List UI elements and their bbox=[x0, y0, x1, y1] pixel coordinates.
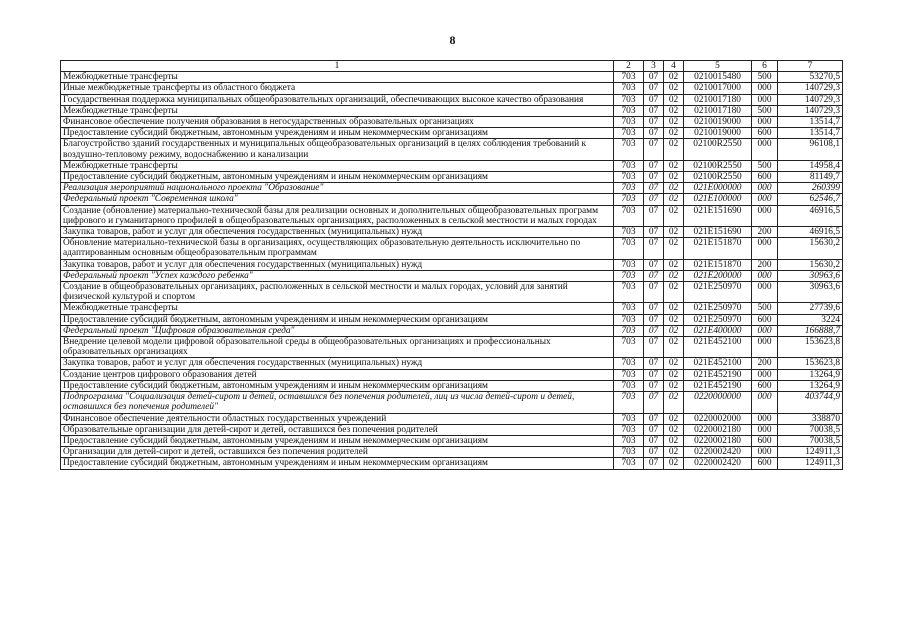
row-amount-cell: 140729,3 bbox=[778, 94, 843, 105]
row-name-cell: Предоставление субсидий бюджетным, автономным учреждениям и иным некоммерческим организациям bbox=[61, 458, 614, 469]
table-row bbox=[61, 160, 843, 171]
row-subsection-cell: 02 bbox=[664, 117, 684, 128]
row-target-article-cell: 02100R2550 bbox=[684, 139, 752, 160]
row-expense-type-cell: 600 bbox=[752, 380, 778, 391]
row-target-article-cell: 0220002420 bbox=[684, 447, 752, 458]
table-row bbox=[61, 447, 843, 458]
row-target-article-cell: 0210019000 bbox=[684, 117, 752, 128]
row-section-cell: 07 bbox=[644, 238, 664, 259]
row-target-article-cell: 0210019000 bbox=[684, 128, 752, 139]
row-name-cell: Государственная поддержка муниципальных общеобразовательных организаций, обеспечивающих высокое качество образования bbox=[61, 94, 614, 105]
row-section-cell: 07 bbox=[644, 227, 664, 238]
row-target-article-cell: 021E452190 bbox=[684, 380, 752, 391]
row-target-article-cell: 02100R2550 bbox=[684, 160, 752, 171]
row-expense-type-cell: 000 bbox=[752, 282, 778, 303]
row-name-cell: Подпрограмма "Социализация детей-сирот и детей, оставшихся без попечения родителей, лиц из числа детей-сирот и детей, оставшихся без попечения родителей" bbox=[61, 392, 614, 413]
row-name-cell: Благоустройство зданий государственных и муниципальных общеобразовательных организаций в целях соблюдения требований к воздушно-тепловому режиму, водоснабжению и канализации bbox=[61, 139, 614, 160]
row-target-article-cell: 0220002420 bbox=[684, 458, 752, 469]
row-expense-type-cell: 500 bbox=[752, 105, 778, 116]
row-code-cell: 703 bbox=[614, 282, 644, 303]
row-name-cell: Межбюджетные трансферты bbox=[61, 303, 614, 314]
column-header: 6 bbox=[752, 61, 778, 72]
table-row bbox=[61, 369, 843, 380]
table-row bbox=[61, 392, 843, 413]
column-header: 7 bbox=[778, 61, 843, 72]
row-code-cell: 703 bbox=[614, 194, 644, 205]
row-section-cell: 07 bbox=[644, 314, 664, 325]
table-row bbox=[61, 83, 843, 94]
row-section-cell: 07 bbox=[644, 270, 664, 281]
row-section-cell: 07 bbox=[644, 183, 664, 194]
row-amount-cell: 70038,5 bbox=[778, 424, 843, 435]
row-subsection-cell: 02 bbox=[664, 413, 684, 424]
table-row bbox=[61, 238, 843, 259]
row-subsection-cell: 02 bbox=[664, 392, 684, 413]
row-code-cell: 703 bbox=[614, 358, 644, 369]
row-expense-type-cell: 000 bbox=[752, 194, 778, 205]
row-expense-type-cell: 000 bbox=[752, 94, 778, 105]
row-section-cell: 07 bbox=[644, 380, 664, 391]
row-section-cell: 07 bbox=[644, 413, 664, 424]
row-subsection-cell: 02 bbox=[664, 447, 684, 458]
table-row bbox=[61, 227, 843, 238]
row-section-cell: 07 bbox=[644, 447, 664, 458]
row-code-cell: 703 bbox=[614, 72, 644, 83]
table-row bbox=[61, 183, 843, 194]
row-amount-cell: 124911,3 bbox=[778, 447, 843, 458]
row-code-cell: 703 bbox=[614, 369, 644, 380]
row-section-cell: 07 bbox=[644, 105, 664, 116]
row-expense-type-cell: 000 bbox=[752, 447, 778, 458]
table-row bbox=[61, 458, 843, 469]
table-row bbox=[61, 259, 843, 270]
row-amount-cell: 13514,7 bbox=[778, 128, 843, 139]
row-amount-cell: 140729,3 bbox=[778, 83, 843, 94]
row-name-cell: Закупка товаров, работ и услуг для обеспечения государственных (муниципальных) нужд bbox=[61, 259, 614, 270]
row-subsection-cell: 02 bbox=[664, 314, 684, 325]
row-target-article-cell: 021E452190 bbox=[684, 369, 752, 380]
row-name-cell: Реализация мероприятий национального проекта "Образование" bbox=[61, 183, 614, 194]
row-expense-type-cell: 600 bbox=[752, 172, 778, 183]
row-expense-type-cell: 600 bbox=[752, 458, 778, 469]
column-header: 2 bbox=[614, 61, 644, 72]
row-section-cell: 07 bbox=[644, 259, 664, 270]
row-code-cell: 703 bbox=[614, 259, 644, 270]
row-target-article-cell: 0220002180 bbox=[684, 424, 752, 435]
row-amount-cell: 96108,1 bbox=[778, 139, 843, 160]
row-name-cell: Федеральный проект "Успех каждого ребенка" bbox=[61, 270, 614, 281]
row-name-cell: Финансовое обеспечение получения образования в негосударственных образовательных организациях bbox=[61, 117, 614, 128]
table-row bbox=[61, 128, 843, 139]
row-subsection-cell: 02 bbox=[664, 94, 684, 105]
budget-table bbox=[60, 60, 843, 470]
row-section-cell: 07 bbox=[644, 325, 664, 336]
table-row bbox=[61, 105, 843, 116]
row-code-cell: 703 bbox=[614, 435, 644, 446]
row-subsection-cell: 02 bbox=[664, 105, 684, 116]
row-name-cell: Межбюджетные трансферты bbox=[61, 160, 614, 171]
row-subsection-cell: 02 bbox=[664, 238, 684, 259]
column-header: 3 bbox=[644, 61, 664, 72]
column-header: 5 bbox=[684, 61, 752, 72]
row-target-article-cell: 021E452100 bbox=[684, 337, 752, 358]
row-name-cell: Предоставление субсидий бюджетным, автономным учреждениям и иным некоммерческим организациям bbox=[61, 435, 614, 446]
row-amount-cell: 14958,4 bbox=[778, 160, 843, 171]
row-name-cell: Предоставление субсидий бюджетным, автономным учреждениям и иным некоммерческим организациям bbox=[61, 314, 614, 325]
row-subsection-cell: 02 bbox=[664, 160, 684, 171]
row-subsection-cell: 02 bbox=[664, 205, 684, 226]
row-target-article-cell: 0220000000 bbox=[684, 392, 752, 413]
row-subsection-cell: 02 bbox=[664, 424, 684, 435]
row-target-article-cell: 021E400000 bbox=[684, 325, 752, 336]
row-code-cell: 703 bbox=[614, 139, 644, 160]
row-section-cell: 07 bbox=[644, 205, 664, 226]
row-target-article-cell: 0220002180 bbox=[684, 435, 752, 446]
row-code-cell: 703 bbox=[614, 238, 644, 259]
row-code-cell: 703 bbox=[614, 314, 644, 325]
row-subsection-cell: 02 bbox=[664, 270, 684, 281]
row-name-cell: Создание в общеобразовательных организациях, расположенных в сельской местности и малых городах, условий для занятий физической культурой и спортом bbox=[61, 282, 614, 303]
row-amount-cell: 124911,3 bbox=[778, 458, 843, 469]
row-code-cell: 703 bbox=[614, 413, 644, 424]
row-code-cell: 703 bbox=[614, 94, 644, 105]
row-amount-cell: 3224 bbox=[778, 314, 843, 325]
row-code-cell: 703 bbox=[614, 270, 644, 281]
table-row bbox=[61, 424, 843, 435]
row-section-cell: 07 bbox=[644, 282, 664, 303]
table-row bbox=[61, 205, 843, 226]
row-amount-cell: 30963,6 bbox=[778, 282, 843, 303]
row-amount-cell: 15630,2 bbox=[778, 238, 843, 259]
row-section-cell: 07 bbox=[644, 303, 664, 314]
row-amount-cell: 81149,7 bbox=[778, 172, 843, 183]
row-target-article-cell: 0210017180 bbox=[684, 94, 752, 105]
row-name-cell: Образовательные организации для детей-сирот и детей, оставшихся без попечения родителей bbox=[61, 424, 614, 435]
row-code-cell: 703 bbox=[614, 392, 644, 413]
table-row bbox=[61, 380, 843, 391]
row-subsection-cell: 02 bbox=[664, 325, 684, 336]
row-expense-type-cell: 500 bbox=[752, 160, 778, 171]
row-name-cell: Межбюджетные трансферты bbox=[61, 105, 614, 116]
row-amount-cell: 46916,5 bbox=[778, 227, 843, 238]
row-code-cell: 703 bbox=[614, 83, 644, 94]
row-code-cell: 703 bbox=[614, 205, 644, 226]
table-row bbox=[61, 314, 843, 325]
page-number: 8 bbox=[449, 33, 456, 47]
row-expense-type-cell: 200 bbox=[752, 227, 778, 238]
table-row bbox=[61, 303, 843, 314]
row-name-cell: Иные межбюджетные трансферты из областного бюджета bbox=[61, 83, 614, 94]
row-name-cell: Создание центров цифрового образования детей bbox=[61, 369, 614, 380]
row-target-article-cell: 021E151690 bbox=[684, 227, 752, 238]
column-header: 4 bbox=[664, 61, 684, 72]
table-row bbox=[61, 435, 843, 446]
row-expense-type-cell: 000 bbox=[752, 183, 778, 194]
row-target-article-cell: 021E200000 bbox=[684, 270, 752, 281]
row-name-cell: Федеральный проект "Цифровая образовательная среда" bbox=[61, 325, 614, 336]
row-section-cell: 07 bbox=[644, 392, 664, 413]
row-amount-cell: 13514,7 bbox=[778, 117, 843, 128]
row-name-cell: Создание (обновление) материально-технической базы для реализации основных и дополнительных общеобразовательных программ цифрового и гуманитарного профилей в общеобразовательных организациях, расположенных в сельской местности и малых городах bbox=[61, 205, 614, 226]
row-subsection-cell: 02 bbox=[664, 183, 684, 194]
row-subsection-cell: 02 bbox=[664, 72, 684, 83]
row-code-cell: 703 bbox=[614, 337, 644, 358]
row-name-cell: Закупка товаров, работ и услуг для обеспечения государственных (муниципальных) нужд bbox=[61, 227, 614, 238]
row-subsection-cell: 02 bbox=[664, 303, 684, 314]
table-row bbox=[61, 139, 843, 160]
row-code-cell: 703 bbox=[614, 172, 644, 183]
row-code-cell: 703 bbox=[614, 117, 644, 128]
table-row bbox=[61, 194, 843, 205]
row-subsection-cell: 02 bbox=[664, 139, 684, 160]
row-subsection-cell: 02 bbox=[664, 128, 684, 139]
row-code-cell: 703 bbox=[614, 105, 644, 116]
row-amount-cell: 260399 bbox=[778, 183, 843, 194]
table-row bbox=[61, 337, 843, 358]
row-name-cell: Обновление материально-технической базы в организациях, осуществляющих образовательную деятельность исключительно по адаптированным основным общеобразовательным программам bbox=[61, 238, 614, 259]
row-subsection-cell: 02 bbox=[664, 172, 684, 183]
row-amount-cell: 46916,5 bbox=[778, 205, 843, 226]
row-code-cell: 703 bbox=[614, 447, 644, 458]
table-row bbox=[61, 282, 843, 303]
row-subsection-cell: 02 bbox=[664, 282, 684, 303]
row-code-cell: 703 bbox=[614, 227, 644, 238]
row-target-article-cell: 021E100000 bbox=[684, 194, 752, 205]
table-row bbox=[61, 413, 843, 424]
row-section-cell: 07 bbox=[644, 72, 664, 83]
row-amount-cell: 153623,8 bbox=[778, 358, 843, 369]
row-subsection-cell: 02 bbox=[664, 358, 684, 369]
row-section-cell: 07 bbox=[644, 435, 664, 446]
row-expense-type-cell: 500 bbox=[752, 303, 778, 314]
row-section-cell: 07 bbox=[644, 369, 664, 380]
table-header-row bbox=[61, 61, 843, 72]
row-amount-cell: 153623,8 bbox=[778, 337, 843, 358]
table-row bbox=[61, 270, 843, 281]
row-amount-cell: 27739,6 bbox=[778, 303, 843, 314]
row-section-cell: 07 bbox=[644, 172, 664, 183]
row-expense-type-cell: 000 bbox=[752, 337, 778, 358]
row-amount-cell: 30963,6 bbox=[778, 270, 843, 281]
row-target-article-cell: 021E151690 bbox=[684, 205, 752, 226]
row-expense-type-cell: 200 bbox=[752, 358, 778, 369]
row-section-cell: 07 bbox=[644, 139, 664, 160]
row-amount-cell: 13264,9 bbox=[778, 380, 843, 391]
row-code-cell: 703 bbox=[614, 128, 644, 139]
row-expense-type-cell: 000 bbox=[752, 238, 778, 259]
row-amount-cell: 53270,5 bbox=[778, 72, 843, 83]
row-amount-cell: 62546,7 bbox=[778, 194, 843, 205]
row-section-cell: 07 bbox=[644, 160, 664, 171]
row-subsection-cell: 02 bbox=[664, 435, 684, 446]
row-amount-cell: 140729,3 bbox=[778, 105, 843, 116]
row-expense-type-cell: 600 bbox=[752, 435, 778, 446]
row-section-cell: 07 bbox=[644, 424, 664, 435]
row-subsection-cell: 02 bbox=[664, 380, 684, 391]
row-section-cell: 07 bbox=[644, 94, 664, 105]
row-subsection-cell: 02 bbox=[664, 194, 684, 205]
row-code-cell: 703 bbox=[614, 458, 644, 469]
table-row bbox=[61, 358, 843, 369]
row-expense-type-cell: 000 bbox=[752, 139, 778, 160]
row-name-cell: Закупка товаров, работ и услуг для обеспечения государственных (муниципальных) нужд bbox=[61, 358, 614, 369]
row-name-cell: Предоставление субсидий бюджетным, автономным учреждениям и иным некоммерческим организациям bbox=[61, 172, 614, 183]
row-subsection-cell: 02 bbox=[664, 369, 684, 380]
row-target-article-cell: 021E151870 bbox=[684, 238, 752, 259]
row-section-cell: 07 bbox=[644, 337, 664, 358]
row-expense-type-cell: 000 bbox=[752, 270, 778, 281]
row-section-cell: 07 bbox=[644, 358, 664, 369]
row-amount-cell: 15630,2 bbox=[778, 259, 843, 270]
row-amount-cell: 166888,7 bbox=[778, 325, 843, 336]
row-section-cell: 07 bbox=[644, 117, 664, 128]
row-expense-type-cell: 600 bbox=[752, 314, 778, 325]
row-expense-type-cell: 000 bbox=[752, 369, 778, 380]
row-name-cell: Федеральный проект "Современная школа" bbox=[61, 194, 614, 205]
row-expense-type-cell: 000 bbox=[752, 392, 778, 413]
row-code-cell: 703 bbox=[614, 325, 644, 336]
row-section-cell: 07 bbox=[644, 128, 664, 139]
row-section-cell: 07 bbox=[644, 194, 664, 205]
row-expense-type-cell: 200 bbox=[752, 259, 778, 270]
row-code-cell: 703 bbox=[614, 183, 644, 194]
row-amount-cell: 13264,9 bbox=[778, 369, 843, 380]
row-subsection-cell: 02 bbox=[664, 259, 684, 270]
row-expense-type-cell: 000 bbox=[752, 83, 778, 94]
row-subsection-cell: 02 bbox=[664, 83, 684, 94]
row-target-article-cell: 0210017000 bbox=[684, 83, 752, 94]
row-code-cell: 703 bbox=[614, 160, 644, 171]
row-expense-type-cell: 000 bbox=[752, 325, 778, 336]
row-target-article-cell: 0210017180 bbox=[684, 105, 752, 116]
table-row bbox=[61, 117, 843, 128]
table-row bbox=[61, 94, 843, 105]
row-amount-cell: 70038,5 bbox=[778, 435, 843, 446]
row-name-cell: Организации для детей-сирот и детей, оставшихся без попечения родителей bbox=[61, 447, 614, 458]
row-name-cell: Предоставление субсидий бюджетным, автономным учреждениям и иным некоммерческим организациям bbox=[61, 380, 614, 391]
row-subsection-cell: 02 bbox=[664, 227, 684, 238]
row-target-article-cell: 021E452100 bbox=[684, 358, 752, 369]
row-expense-type-cell: 000 bbox=[752, 413, 778, 424]
table-row bbox=[61, 72, 843, 83]
row-code-cell: 703 bbox=[614, 380, 644, 391]
row-expense-type-cell: 600 bbox=[752, 128, 778, 139]
row-subsection-cell: 02 bbox=[664, 458, 684, 469]
row-expense-type-cell: 500 bbox=[752, 72, 778, 83]
row-target-article-cell: 0210015480 bbox=[684, 72, 752, 83]
row-name-cell: Финансовое обеспечение деятельности областных государственных учреждений bbox=[61, 413, 614, 424]
row-name-cell: Предоставление субсидий бюджетным, автономным учреждениям и иным некоммерческим организациям bbox=[61, 128, 614, 139]
row-section-cell: 07 bbox=[644, 83, 664, 94]
row-target-article-cell: 021E250970 bbox=[684, 314, 752, 325]
row-code-cell: 703 bbox=[614, 303, 644, 314]
row-target-article-cell: 021E250970 bbox=[684, 303, 752, 314]
row-subsection-cell: 02 bbox=[664, 337, 684, 358]
row-section-cell: 07 bbox=[644, 458, 664, 469]
row-expense-type-cell: 000 bbox=[752, 424, 778, 435]
row-name-cell: Внедрение целевой модели цифровой образовательной среды в общеобразовательных организациях и профессиональных образовательных организациях bbox=[61, 337, 614, 358]
row-target-article-cell: 021E250970 bbox=[684, 282, 752, 303]
row-target-article-cell: 0220002000 bbox=[684, 413, 752, 424]
row-amount-cell: 403744,9 bbox=[778, 392, 843, 413]
row-target-article-cell: 021E000000 bbox=[684, 183, 752, 194]
row-expense-type-cell: 000 bbox=[752, 205, 778, 226]
table-row bbox=[61, 172, 843, 183]
row-name-cell: Межбюджетные трансферты bbox=[61, 72, 614, 83]
column-header: 1 bbox=[61, 61, 614, 72]
row-code-cell: 703 bbox=[614, 424, 644, 435]
table-row bbox=[61, 325, 843, 336]
row-target-article-cell: 02100R2550 bbox=[684, 172, 752, 183]
row-target-article-cell: 021E151870 bbox=[684, 259, 752, 270]
row-expense-type-cell: 000 bbox=[752, 117, 778, 128]
row-amount-cell: 338870 bbox=[778, 413, 843, 424]
